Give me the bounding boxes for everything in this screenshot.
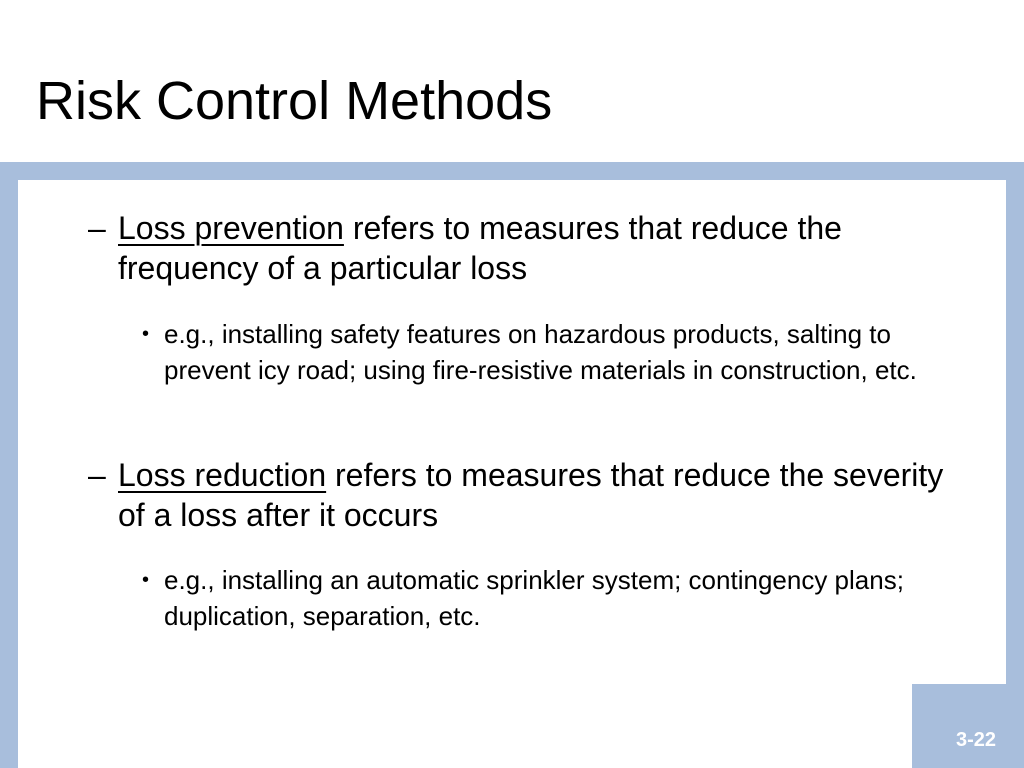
term-loss-reduction: Loss reduction [118,457,327,493]
example-loss-reduction [142,562,984,634]
dash-marker: – [88,457,106,493]
bullet-marker: • [142,569,150,591]
definition-text: refers to measures that reduce the frequency of a particular loss [118,210,842,286]
dash-marker: – [88,210,106,246]
page-number: 3-22 [955,729,996,751]
definition-text: refers to measures that reduce the severity of a loss after it occurs [118,457,944,533]
slide-title: Risk Control Methods [36,71,553,131]
example-loss-prevention [142,316,984,388]
bullet-loss-reduction [88,455,978,535]
example-text: e.g., installing an automatic sprinkler system; contingency plans; duplication, separation, etc. [164,565,904,631]
term-loss-prevention: Loss prevention [118,210,344,246]
example-text: e.g., installing safety features on hazardous products, salting to prevent icy road; using fire-resistive materials in construction, etc. [164,319,917,385]
bullet-marker: • [142,323,150,345]
page-number-badge [912,684,1024,768]
bullet-loss-prevention [88,208,978,288]
